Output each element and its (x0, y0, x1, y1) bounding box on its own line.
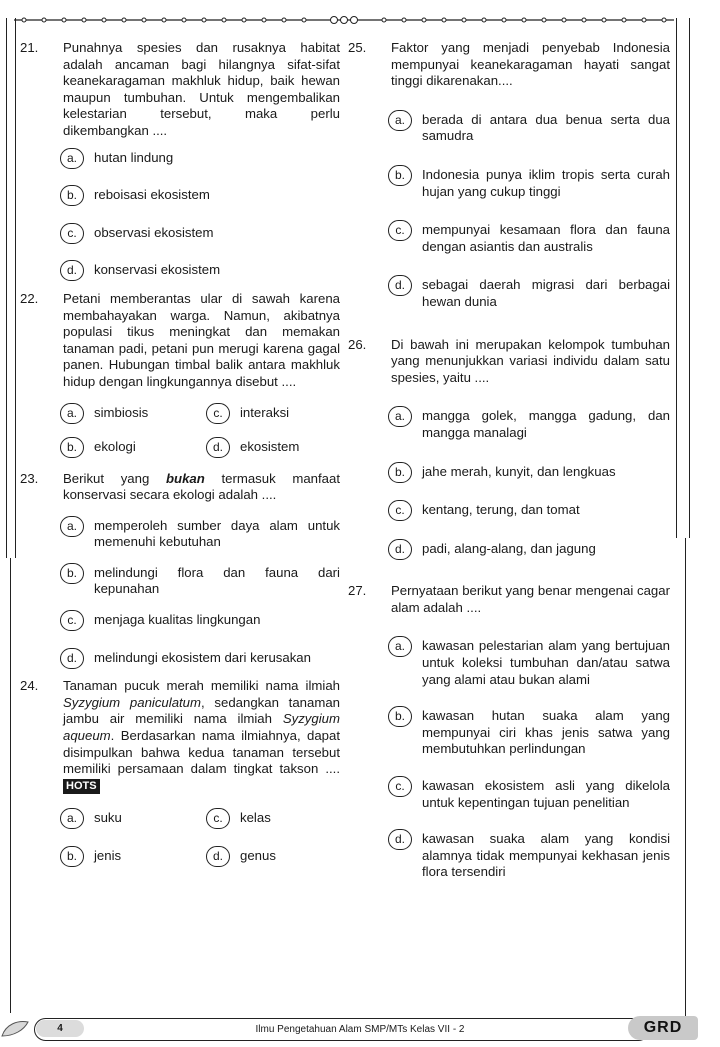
option-text: kawasan pelestarian alam yang bertujuan untuk koleksi tumbuhan dan/atau satwa yang alami atau bukan alami (422, 638, 670, 687)
publisher-logo: GRD (628, 1016, 698, 1040)
option-24c[interactable] (206, 810, 271, 827)
question-25 (348, 40, 670, 90)
question-stem (63, 678, 340, 794)
question-stem (63, 471, 340, 504)
question-stem: Petani memberantas ular di sawah karena membahayakan warga. Namun, akibatnya populasi tikus meningkat dan memakan tanaman padi, petani pun merugi karena gagal panen. Hubungan timbal balik antara makhluk hidup dengan lingkungannya disebut .... (63, 290, 340, 389)
option-letter: d. (388, 275, 412, 296)
option-25d[interactable] (348, 277, 670, 310)
option-letter: c. (60, 610, 84, 631)
option-letter: c. (388, 500, 412, 521)
option-letter: d. (60, 648, 84, 669)
option-26b[interactable] (348, 464, 670, 481)
question-number: 25. (348, 40, 367, 55)
option-letter: b. (388, 165, 412, 186)
left-column (20, 40, 340, 882)
option-letter: c. (206, 403, 230, 424)
question-23 (20, 471, 340, 504)
option-24a[interactable] (60, 810, 122, 827)
option-27a[interactable] (348, 638, 670, 688)
question-number: 23. (20, 470, 39, 486)
option-text: observasi ekosistem (94, 224, 214, 240)
question-number: 21. (20, 40, 39, 55)
left-ornament-border (6, 18, 16, 558)
option-letter: a. (388, 406, 412, 427)
option-letter: c. (206, 808, 230, 829)
right-ornament-border (676, 18, 690, 538)
option-text: kawasan hutan suaka alam yang mempunyai ciri khas jenis satwa yang membutuhkan perlindungan (422, 708, 670, 757)
option-26a[interactable] (348, 408, 670, 441)
option-letter: d. (206, 437, 230, 458)
option-27d[interactable] (348, 831, 670, 881)
option-row (20, 848, 340, 870)
stem-emphasis: bukan (165, 470, 205, 486)
option-letter: d. (206, 846, 230, 867)
option-letter: b. (60, 437, 84, 458)
option-text: simbiosis (94, 404, 149, 420)
option-letter: a. (60, 808, 84, 829)
option-21d[interactable] (20, 262, 340, 279)
left-border-line (10, 558, 11, 1013)
option-letter: b. (60, 563, 84, 584)
question-number: 26. (348, 336, 367, 352)
option-23b[interactable] (20, 565, 340, 598)
stem-text: Berikut yang (63, 470, 166, 486)
option-letter: b. (388, 706, 412, 727)
option-text: kawasan ekosistem asli yang dikelola untuk kepentingan tujuan penelitian (422, 778, 670, 810)
question-number: 27. (348, 583, 367, 599)
option-text: kelas (240, 810, 271, 826)
option-letter: b. (60, 846, 84, 867)
option-row (20, 810, 340, 832)
option-text: Indonesia punya iklim tropis serta curah hujan yang cukup tinggi (422, 166, 670, 199)
question-27 (348, 583, 670, 616)
page-number: 4 (36, 1020, 84, 1037)
option-text: jahe merah, kunyit, dan lengkuas (422, 463, 616, 479)
option-text: mangga golek, mangga gadung, dan mangga manalagi (422, 408, 670, 440)
option-27b[interactable] (348, 708, 670, 758)
option-letter: a. (388, 110, 412, 131)
option-21a[interactable] (20, 150, 340, 167)
option-letter: a. (388, 636, 412, 657)
option-text: jenis (94, 848, 122, 864)
option-letter: b. (60, 185, 84, 206)
option-24b[interactable] (60, 848, 121, 865)
option-text: berada di antara dua benua serta dua samudra (422, 111, 670, 144)
question-stem: Pernyataan berikut yang benar mengenai cagar alam adalah .... (391, 583, 670, 615)
option-27c[interactable] (348, 778, 670, 811)
option-22c[interactable] (206, 405, 289, 422)
question-21 (20, 40, 340, 140)
question-number: 22. (20, 290, 39, 306)
option-text: melindungi flora dan fauna dari kepunahan (94, 564, 340, 597)
page-footer (0, 1012, 720, 1047)
question-stem: Di bawah ini merupakan kelompok tumbuhan yang menunjukkan variasi individu dalam satu spesies, yaitu .... (391, 336, 670, 385)
option-letter: b. (388, 462, 412, 483)
option-letter: c. (388, 776, 412, 797)
option-letter: c. (60, 223, 84, 244)
option-letter: d. (388, 829, 412, 850)
option-text: melindungi ekosistem dari kerusakan (94, 649, 311, 665)
scientific-name: Syzygium aqueum (63, 711, 340, 744)
question-number: 24. (20, 678, 39, 694)
option-letter: a. (60, 148, 84, 169)
option-letter: c. (388, 220, 412, 241)
question-24 (20, 678, 340, 794)
option-letter: d. (60, 260, 84, 281)
option-22b[interactable] (60, 439, 136, 456)
option-text: sebagai daerah migrasi dari berbagai hewan dunia (422, 277, 670, 309)
option-text: kentang, terung, dan tomat (422, 502, 580, 518)
option-text: hutan lindung (94, 149, 174, 165)
option-text: suku (94, 810, 122, 826)
option-25a[interactable] (348, 112, 670, 145)
hots-badge: HOTS (63, 779, 100, 794)
question-stem: Punahnya spesies dan rusaknya habitat adalah ancaman bagi hilangnya sifat-sifat keanekaragaman makhluk hidup, baik hewan maupun tumbuhan. Untuk mengembalikan kelestarian tersebut, maka perlu dikembangkan .... (63, 40, 340, 138)
book-title: Ilmu Pengetahuan Alam SMP/MTs Kelas VII - 2 (255, 1024, 465, 1035)
stem-text: termasuk manfaat konservasi secara ekologi adalah .... (63, 470, 340, 503)
option-letter: a. (60, 516, 84, 537)
question-stem: Faktor yang menjadi penyebab Indonesia mempunyai keanekaragaman hayati sangat tinggi dikarenakan.... (391, 40, 670, 89)
question-22 (20, 291, 340, 391)
top-ornament-border (14, 16, 674, 22)
option-text: padi, alang-alang, dan jagung (422, 540, 596, 556)
option-23c[interactable] (20, 612, 340, 629)
option-21c[interactable] (20, 225, 340, 242)
stem-text: Tanaman pucuk merah memiliki nama ilmiah (63, 678, 340, 694)
option-22d[interactable] (206, 439, 299, 456)
option-letter: d. (388, 539, 412, 560)
option-23a[interactable] (20, 518, 340, 551)
option-text: interaksi (240, 404, 290, 420)
option-text: ekosistem (240, 438, 300, 454)
option-text: memperoleh sumber daya alam untuk memenuhi kebutuhan (94, 517, 340, 550)
option-25b[interactable] (348, 167, 670, 200)
option-text: menjaga kualitas lingkungan (94, 612, 261, 628)
option-text: ekologi (94, 438, 136, 454)
stem-text: , sedangkan tanaman jambu air memiliki nama ilmiah (63, 694, 341, 727)
option-21b[interactable] (20, 187, 340, 204)
question-26 (348, 337, 670, 387)
option-row (20, 405, 340, 427)
option-23d[interactable] (20, 650, 340, 667)
option-26c[interactable] (348, 502, 670, 519)
stem-text: . Berdasarkan nama ilmiahnya, dapat disimpulkan bahwa kedua tanaman tersebut memiliki persamaan dalam tingkat takson .... (63, 728, 340, 777)
right-column (348, 40, 670, 902)
option-text: genus (240, 848, 276, 864)
option-row (20, 439, 340, 461)
option-25c[interactable] (348, 222, 670, 255)
right-border-line (685, 538, 686, 1018)
option-24d[interactable] (206, 848, 276, 865)
option-text: mempunyai kesamaan flora dan fauna dengan asiantis dan australis (422, 222, 670, 254)
option-text: reboisasi ekosistem (94, 187, 210, 203)
option-text: kawasan suaka alam yang kondisi alamnya tidak mempunyai kekhasan jenis flora tersendiri (422, 831, 670, 880)
scientific-name: Syzygium paniculatum (63, 694, 202, 710)
option-text: konservasi ekosistem (94, 262, 221, 278)
option-letter: a. (60, 403, 84, 424)
option-26d[interactable] (348, 541, 670, 558)
option-22a[interactable] (60, 405, 148, 422)
